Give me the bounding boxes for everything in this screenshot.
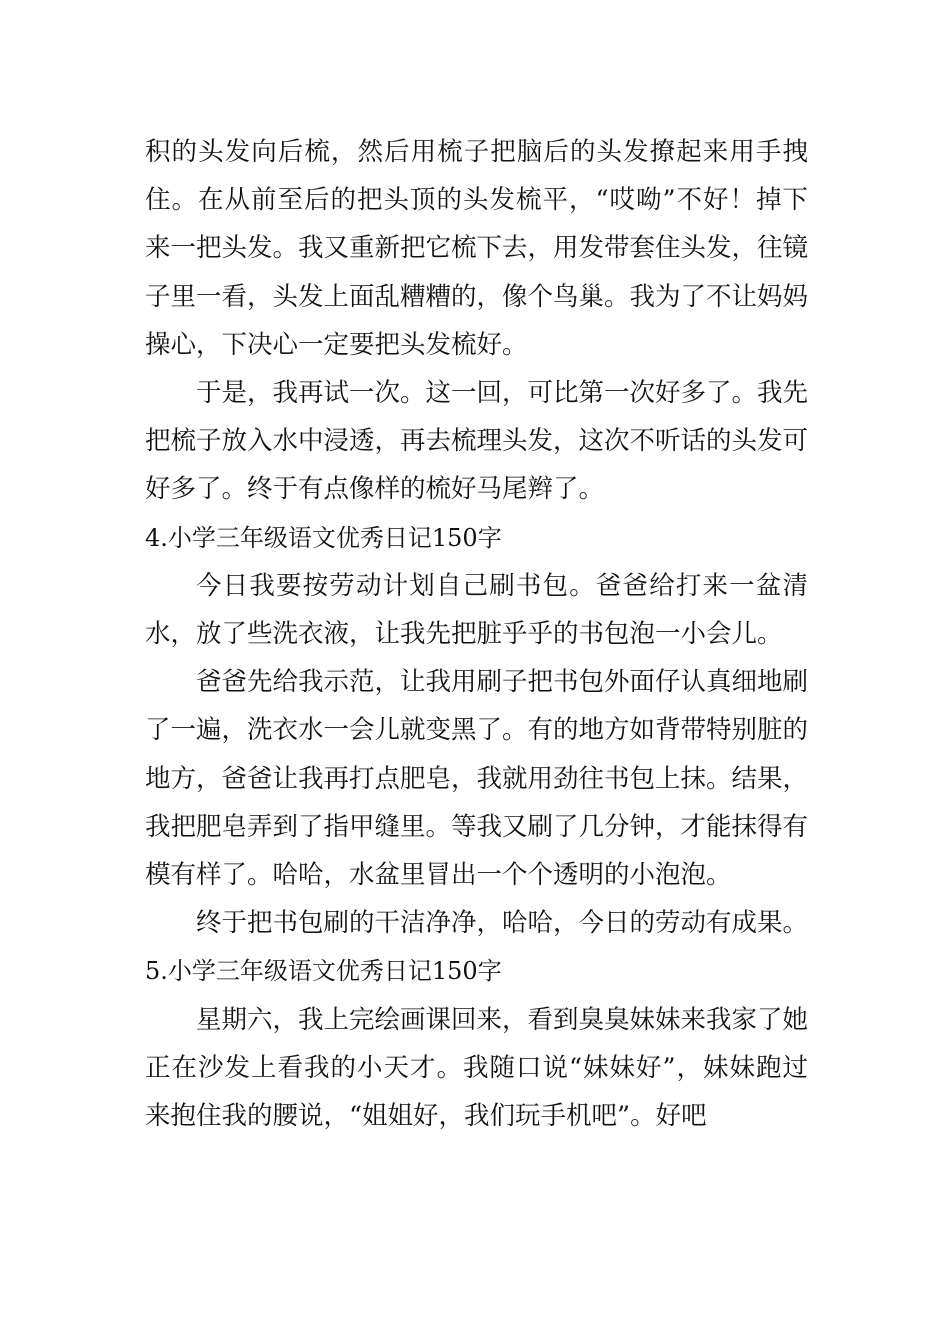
paragraph: 爸爸先给我示范，让我用刷子把书包外面仔认真细地刷了一遍，洗衣水一会儿就变黑了。有的地方如背带特别脏的地方，爸爸让我再打点肥皂，我就用劲往书包上抹。结果，我把肥皂弄到了指甲缝里。等我又刷了几分钟，才能抹得有模有样了。哈哈，水盆里冒出一个个透明的小泡泡。 — [145, 667, 809, 891]
document-body — [145, 128, 808, 1140]
paragraph: 星期六，我上完绘画课回来，看到臭臭妹妹来我家了她正在沙发上看我的小天才。我随口说“妹妹好”，妹妹跑过来抱住我的腰说，“姐姐好，我们玩手机吧”。好吧 — [145, 1004, 809, 1132]
section-heading: 5.小学三年级语文优秀日记150字 — [145, 957, 502, 986]
paragraph-continuation: 积的头发向后梳，然后用梳子把脑后的头发撩起来用手拽住。在从前至后的把头顶的头发梳平，“哎呦”不好！掉下来一把头发。我又重新把它梳下去，用发带套住头发，往镜子里一看，头发上面乱糟糟的，像个鸟巢。我为了不让妈妈操心，下决心一定要把头发梳好。 — [145, 137, 809, 360]
paragraph: 今日我要按劳动计划自己刷书包。爸爸给打来一盆清水，放了些洗衣液，让我先把脏乎乎的书包泡一小会儿。 — [145, 570, 808, 650]
paragraph: 于是，我再试一次。这一回，可比第一次好多了。我先把梳子放入水中浸透，再去梳理头发，这次不听话的头发可好多了。终于有点像样的梳好马尾辫了。 — [145, 378, 809, 505]
paragraph: 终于把书包刷的干洁净净，哈哈，今日的劳动有成果。 — [196, 908, 809, 939]
section-heading: 4.小学三年级语文优秀日记150字 — [145, 523, 502, 552]
